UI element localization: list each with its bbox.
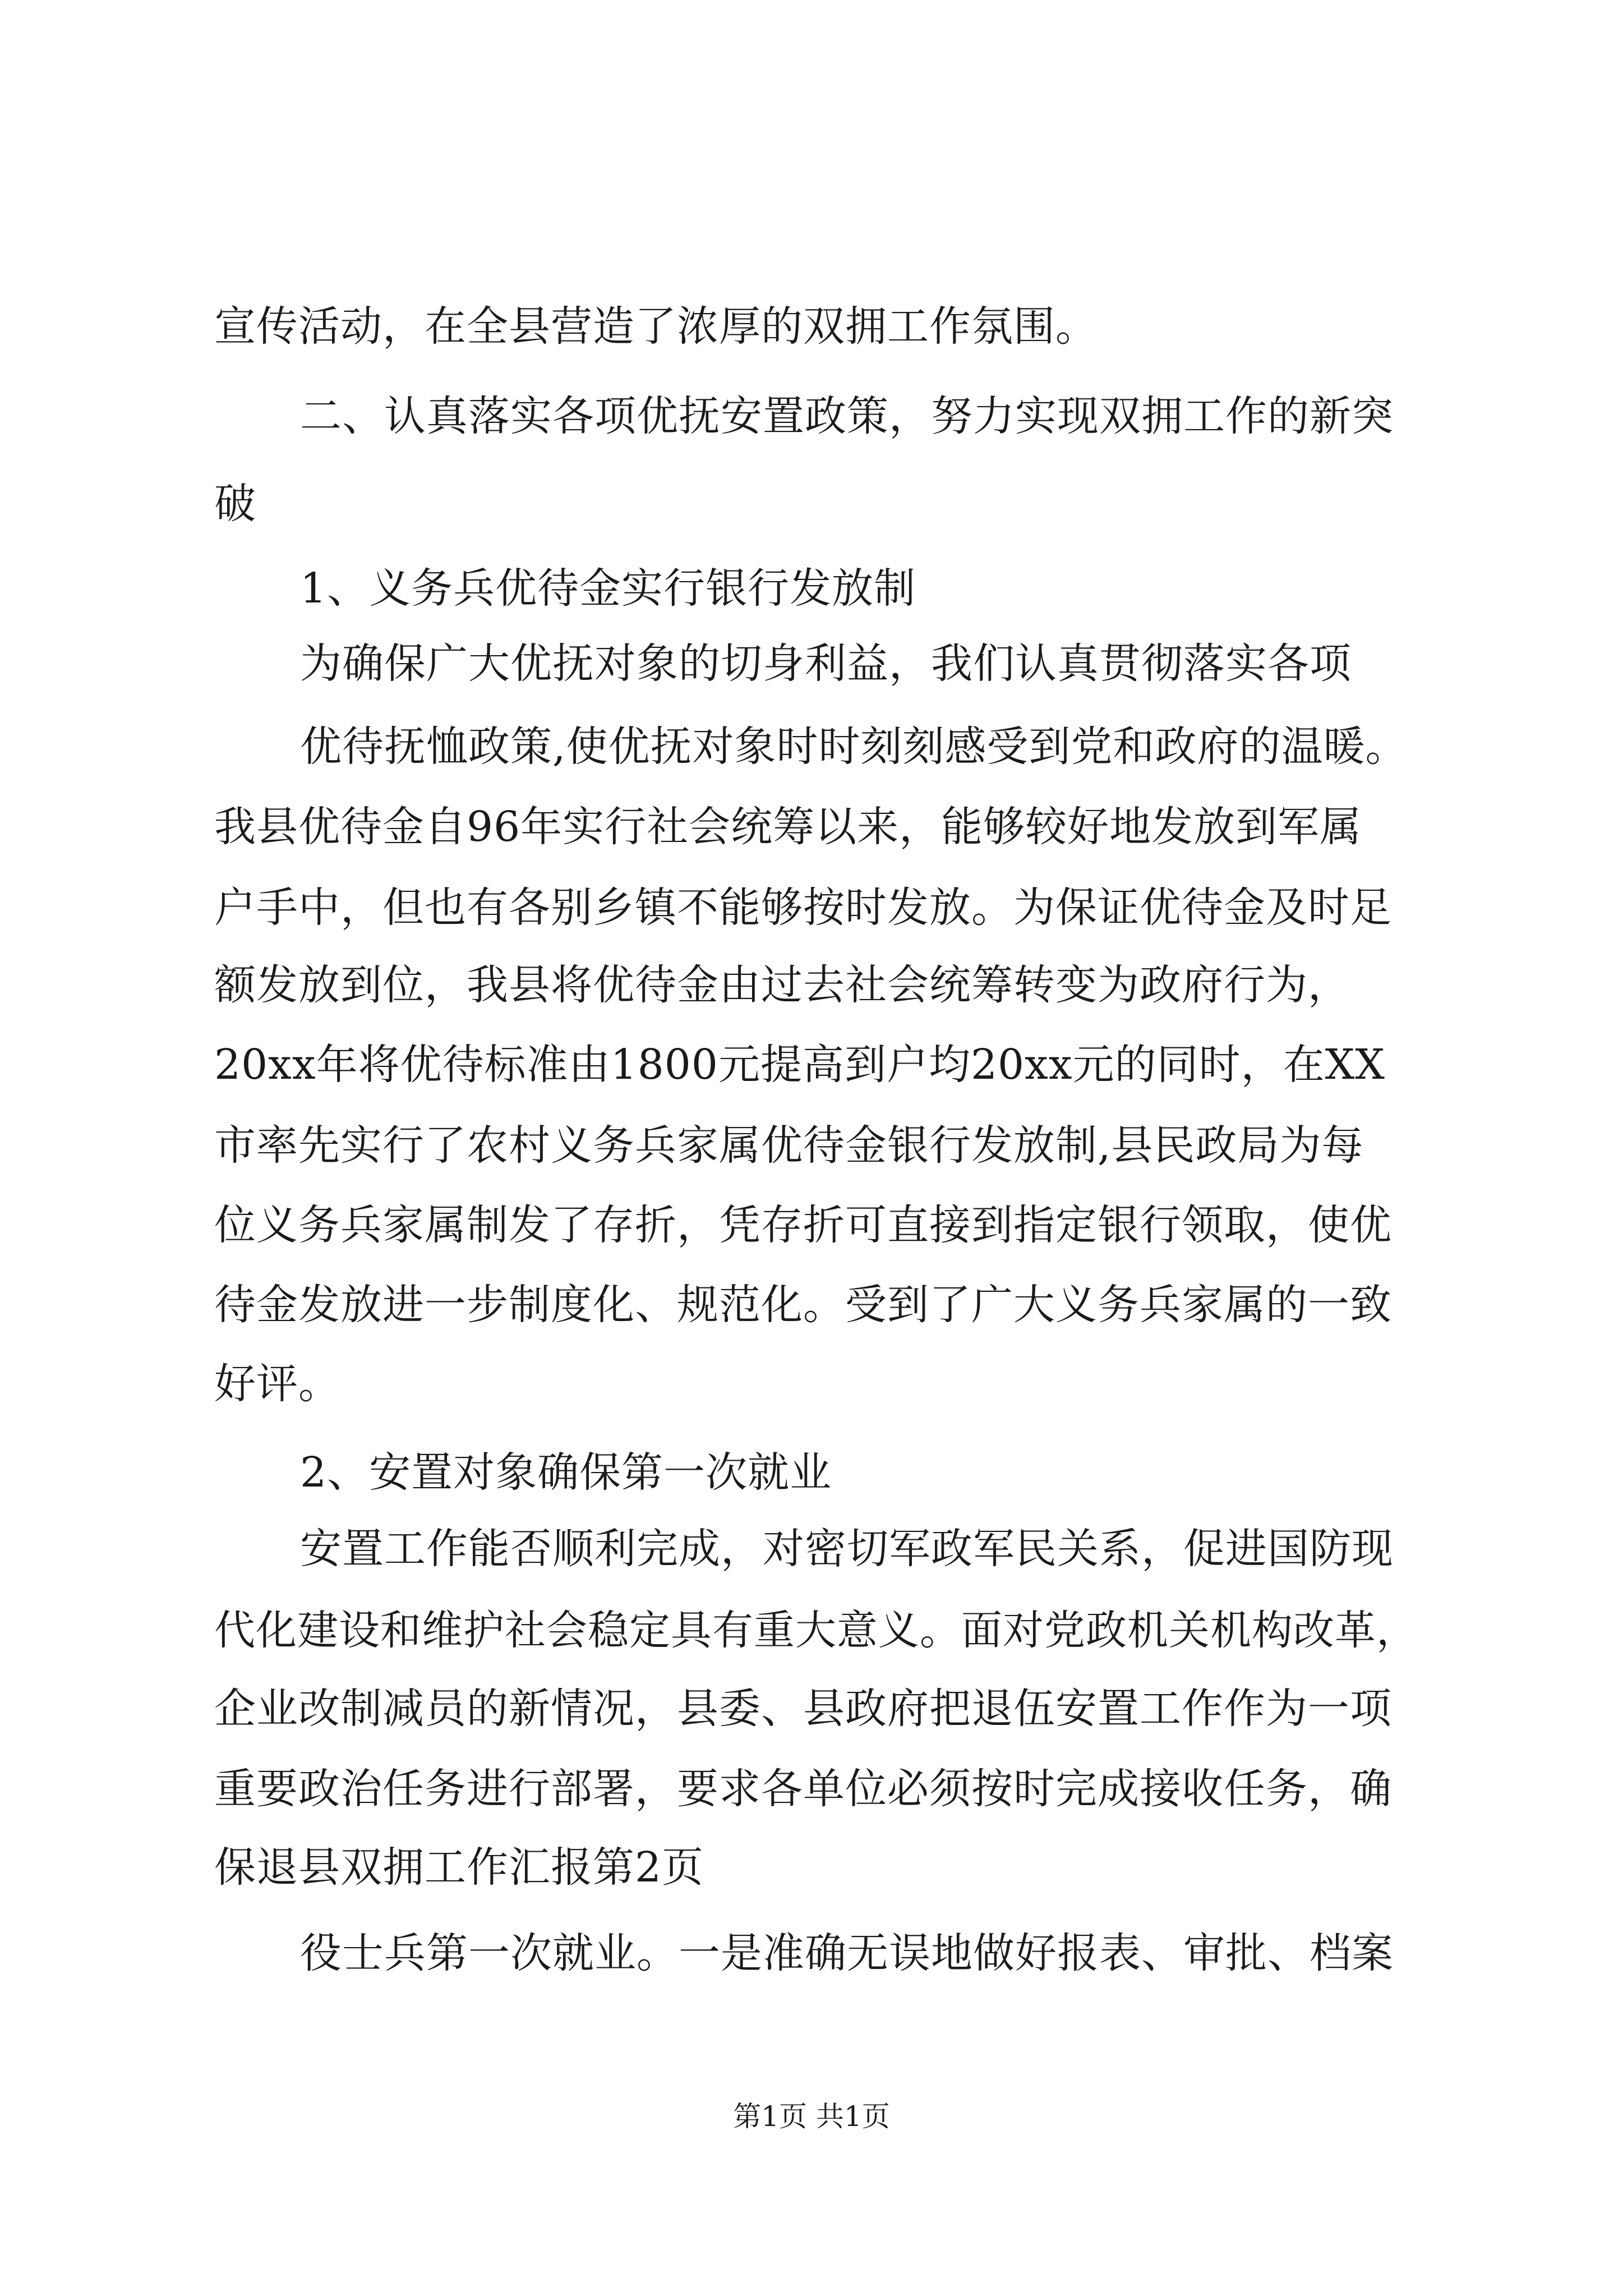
subheading-1: 1、义务兵优待金实行银行发放制: [300, 564, 916, 613]
text-line-3: 破: [214, 480, 256, 528]
text-line-10: 20xx年将优待标准由1800元提高到户均20xx元的同时，在XX: [214, 1041, 1385, 1089]
page-footer: 第1页 共1页: [733, 2100, 890, 2133]
text-line-11: 市率先实行了农村义务兵家属优待金银行发放制,县民政局为每: [214, 1121, 1364, 1170]
text-line-17: 代化建设和维护社会稳定具有重大意义。面对党政机关机构改革，: [214, 1607, 1418, 1654]
text-line-9: 额发放到位，我县将优待金由过去社会统筹转变为政府行为，: [214, 961, 1350, 1009]
text-line-16: 安置工作能否顺利完成，对密切军政军民关系，促进国防现: [300, 1525, 1394, 1573]
text-line-13: 待金发放进一步制度化、规范化。受到了广大义务兵家属的一致: [214, 1281, 1392, 1329]
text-line-8: 户手中，但也有各别乡镇不能够按时发放。为保证优待金及时足: [214, 884, 1392, 932]
text-line-7: 我县优待金自96年实行社会统筹以来，能够较好地发放到军属: [214, 803, 1362, 851]
text-line-14: 好评。: [214, 1360, 340, 1408]
text-line-6: 优待抚恤政策,使优抚对象时时刻刻感受到党和政府的温暖。: [300, 723, 1408, 771]
subheading-2: 2、安置对象确保第一次就业: [300, 1448, 832, 1497]
text-line-20: 保退县双拥工作汇报第2页: [214, 1843, 704, 1892]
text-line-19: 重要政治任务进行部署，要求各单位必须按时完成接收任务，确: [214, 1765, 1392, 1813]
text-line-18: 企业改制减员的新情况，县委、县政府把退伍安置工作作为一项: [214, 1685, 1392, 1733]
text-line-12: 位义务兵家属制发了存折，凭存折可直接到指定银行领取，使优: [214, 1201, 1392, 1249]
text-line-1: 宣传活动，在全县营造了浓厚的双拥工作氛围。: [214, 302, 1098, 351]
text-line-5: 为确保广大优抚对象的切身利益，我们认真贯彻落实各项: [300, 639, 1352, 688]
section-heading-2: 二、认真落实各项优抚安置政策，努力实现双拥工作的新突: [300, 392, 1394, 440]
text-line-21: 役士兵第一次就业。一是准确无误地做好报表、审批、档案: [300, 1929, 1394, 1977]
